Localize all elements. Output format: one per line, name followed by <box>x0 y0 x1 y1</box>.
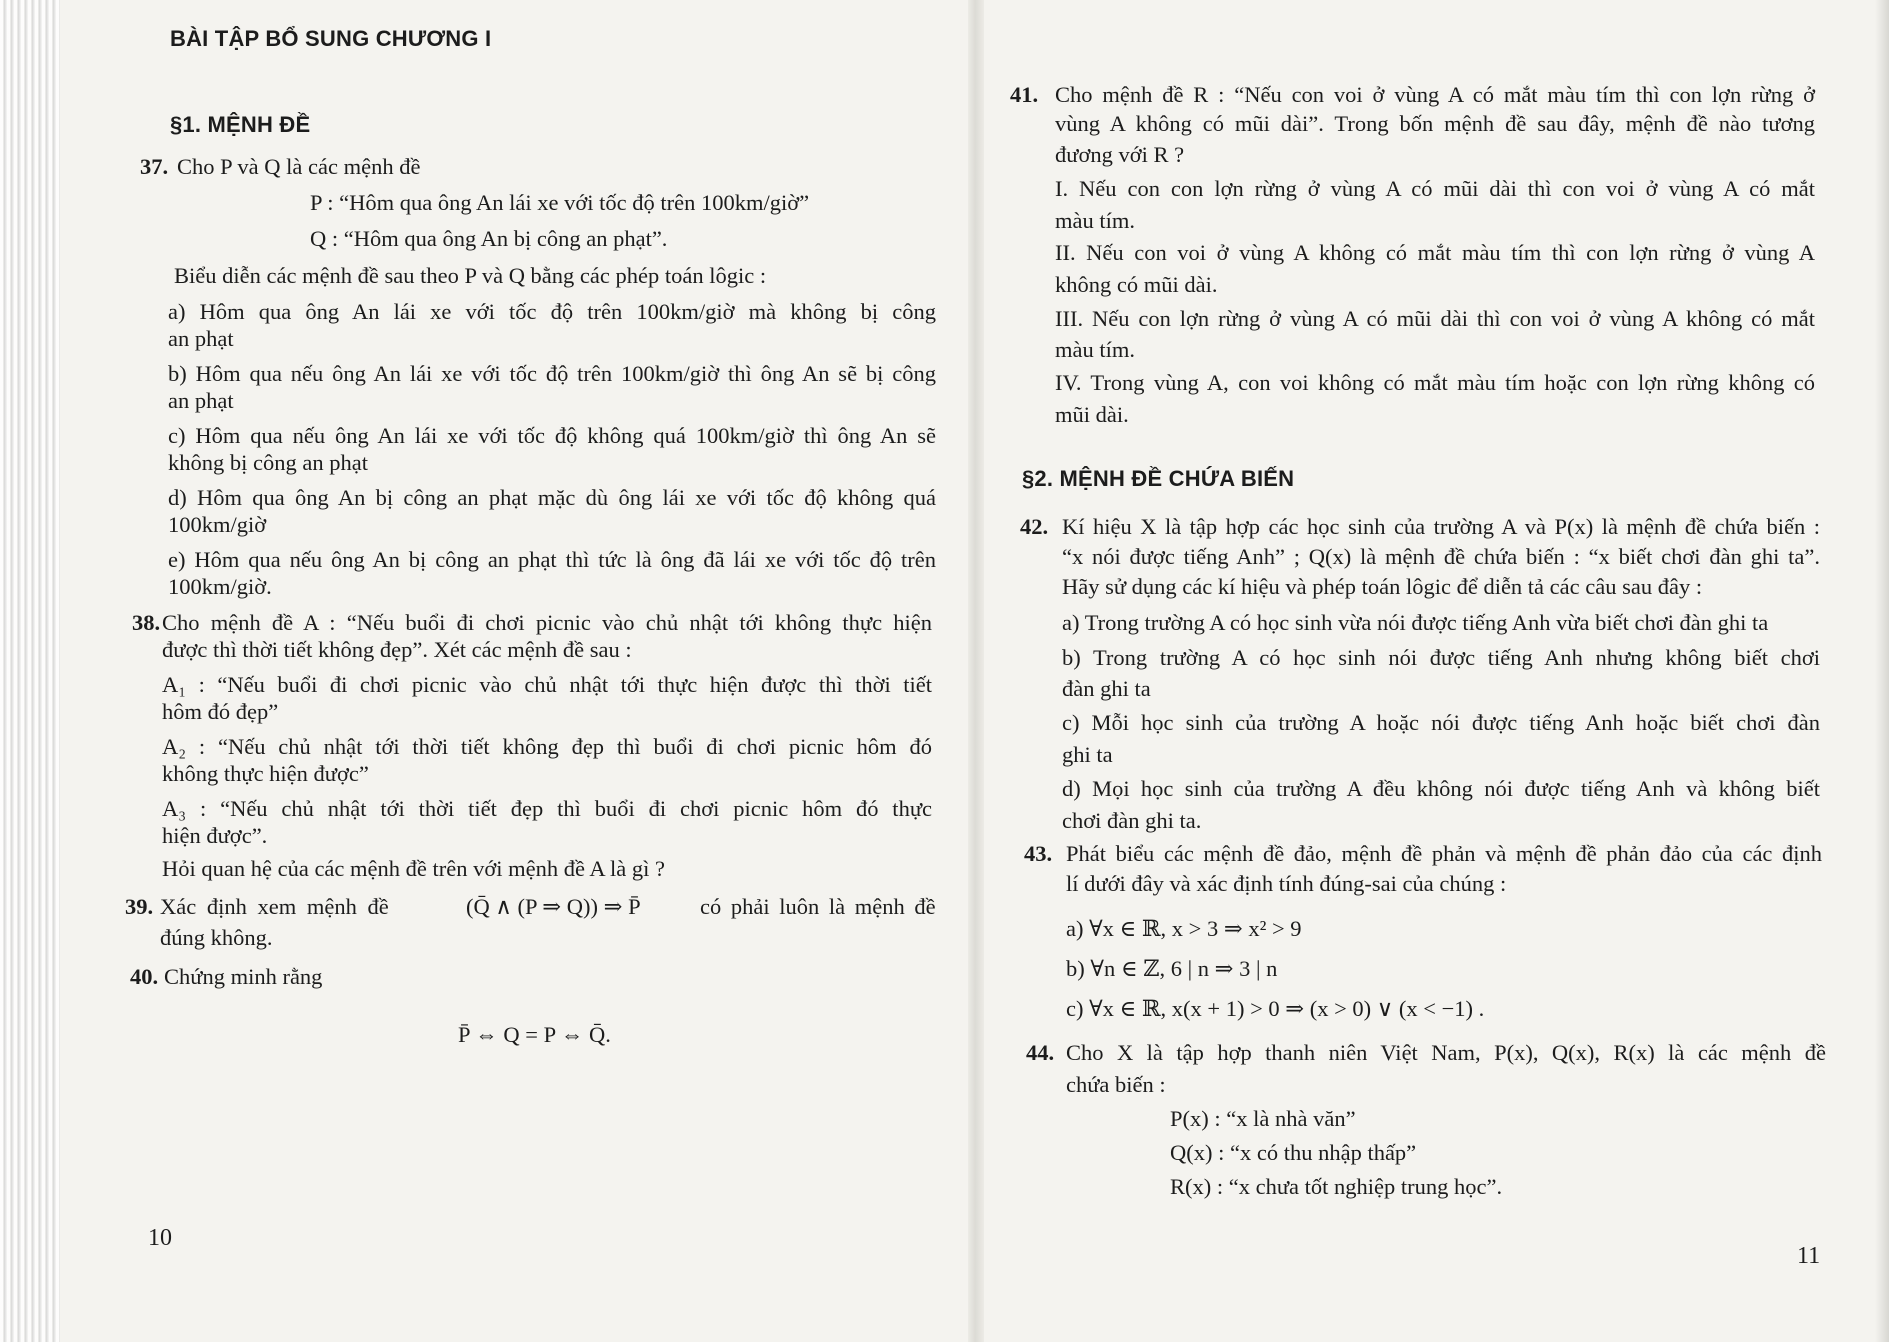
problem41-option-iv: IV. Trong vùng A, con voi không có mắt màu tím hoặc con lợn rừng không có <box>1055 370 1815 395</box>
problem41-option-iv-cont: mũi dài. <box>1055 402 1129 427</box>
problem-number: 40. <box>130 964 159 989</box>
problem44-line2: chứa biến : <box>1066 1072 1166 1097</box>
problem38-a1: A₁ : “Nếu buổi đi chơi picnic vào chủ nhật tới thực hiện được thì thời tiết <box>162 672 932 697</box>
book-spine <box>968 0 984 1342</box>
page-number: 11 <box>1797 1243 1821 1269</box>
problem37-intro: Cho P và Q là các mệnh đề <box>177 154 421 179</box>
problem37-p-definition: P : “Hôm qua ông An lái xe với tốc độ trên 100km/giờ” <box>310 190 810 215</box>
problem37-item-b-cont: an phạt <box>168 388 234 413</box>
problem43-line2: lí dưới đây và xác định tính đúng-sai của chúng : <box>1066 871 1507 896</box>
problem38-a3-cont: hiện được”. <box>162 823 268 848</box>
left-page-edge <box>0 0 60 1342</box>
section1-title: §1. MỆNH ĐỀ <box>170 112 311 137</box>
problem37-q-definition: Q : “Hôm qua ông An bị công an phạt”. <box>310 226 668 251</box>
problem38-line1: Cho mệnh đề A : “Nếu buổi đi chơi picnic vào chủ nhật tới không thực hiện <box>162 610 932 635</box>
right-page-edge <box>1875 0 1889 1342</box>
problem43-line1: Phát biểu các mệnh đề đảo, mệnh đề phản và mệnh đề phản đảo của các định <box>1066 841 1822 866</box>
problem37-item-c-cont: không bị công an phạt <box>168 450 368 475</box>
problem42-item-b: b) Trong trường A có học sinh nói được tiếng Anh nhưng không biết chơi <box>1062 645 1820 670</box>
problem41-line2: vùng A không có mũi dài”. Trong bốn mệnh đề sau đây, mệnh đề nào tương <box>1055 111 1815 136</box>
problem-number: 44. <box>1026 1040 1055 1065</box>
problem42-item-d-cont: chơi đàn ghi ta. <box>1062 808 1202 833</box>
section2-title: §2. MỆNH ĐỀ CHỨA BIẾN <box>1022 466 1295 491</box>
problem37-item-e: e) Hôm qua nếu ông An bị công an phạt thì tức là ông đã lái xe với tốc độ trên <box>168 547 936 572</box>
chapter-title: BÀI TẬP BỔ SUNG CHƯƠNG I <box>170 26 492 51</box>
problem41-option-iii: III. Nếu con lợn rừng ở vùng A có mũi dài thì con voi ở vùng A không có mắt <box>1055 306 1815 331</box>
problem41-option-i: I. Nếu con con lợn rừng ở vùng A có mũi dài thì con voi ở vùng A có mắt <box>1055 176 1815 201</box>
problem39-text-start: Xác định xem mệnh đề <box>160 894 389 919</box>
problem38-a3: A₃ : “Nếu chủ nhật tới thời tiết đẹp thì buổi đi chơi picnic hôm đó thực <box>162 796 932 821</box>
problem38-a2: A₂ : “Nếu chủ nhật tới thời tiết không đẹp thì buổi đi chơi picnic hôm đó <box>162 734 932 759</box>
problem37-item-a-cont: an phạt <box>168 326 234 351</box>
problem41-line1: Cho mệnh đề R : “Nếu con voi ở vùng A có mắt màu tím thì con lợn rừng ở <box>1055 82 1815 107</box>
problem41-option-ii-cont: không có mũi dài. <box>1055 272 1218 297</box>
problem43-item-b: b) ∀n ∈ ℤ, 6 | n ⇒ 3 | n <box>1066 956 1278 981</box>
problem-number: 42. <box>1020 514 1049 539</box>
problem37-item-d: d) Hôm qua ông An bị công an phạt mặc dù ông lái xe với tốc độ không quá <box>168 485 936 510</box>
problem39-formula: (Q̄ ∧ (P ⇒ Q)) ⇒ P̄ <box>466 894 641 919</box>
problem38-question: Hỏi quan hệ của các mệnh đề trên với mệnh đề A là gì ? <box>162 856 665 881</box>
problem41-line3: đương với R ? <box>1055 142 1185 167</box>
problem-number: 38. <box>132 610 161 635</box>
problem37-item-d-cont: 100km/giờ <box>168 512 267 537</box>
problem44-p-def: P(x) : “x là nhà văn” <box>1170 1106 1356 1131</box>
problem39-line2: đúng không. <box>160 925 273 950</box>
problem43-item-c: c) ∀x ∈ ℝ, x(x + 1) > 0 ⇒ (x > 0) ∨ (x < −1) . <box>1066 996 1485 1021</box>
problem42-line3: Hãy sử dụng các kí hiệu và phép toán lôgic để diễn tả các câu sau đây : <box>1062 574 1703 599</box>
problem37-item-c: c) Hôm qua nếu ông An lái xe với tốc độ không quá 100km/giờ thì ông An sẽ <box>168 423 936 448</box>
problem44-q-def: Q(x) : “x có thu nhập thấp” <box>1170 1140 1417 1165</box>
problem39-text-end: có phải luôn là mệnh đề <box>700 894 936 919</box>
page-number: 10 <box>148 1225 172 1251</box>
problem42-line1: Kí hiệu X là tập hợp các học sinh của trường A và P(x) là mệnh đề chứa biến : <box>1062 514 1820 539</box>
problem41-option-i-cont: màu tím. <box>1055 208 1135 233</box>
problem-number: 37. <box>140 154 169 179</box>
problem40-text: Chứng minh rằng <box>164 964 323 989</box>
problem42-item-d: d) Mọi học sinh của trường A đều không nói được tiếng Anh và không biết <box>1062 776 1820 801</box>
problem42-item-c-cont: ghi ta <box>1062 742 1113 767</box>
problem38-a2-cont: không thực hiện được” <box>162 761 369 786</box>
problem41-option-ii: II. Nếu con voi ở vùng A không có mắt màu tím thì con lợn rừng ở vùng A <box>1055 240 1815 265</box>
right-page <box>1010 0 1826 1342</box>
problem-number: 43. <box>1024 841 1053 866</box>
problem42-line2: “x nói được tiếng Anh” ; Q(x) là mệnh đề chứa biến : “x biết chơi đàn ghi ta”. <box>1062 544 1820 569</box>
problem38-a1-cont: hôm đó đẹp” <box>162 699 279 724</box>
problem-number: 41. <box>1010 82 1039 107</box>
problem37-item-e-cont: 100km/giờ. <box>168 574 272 599</box>
problem37-item-a: a) Hôm qua ông An lái xe với tốc độ trên 100km/giờ mà không bị công <box>168 299 936 324</box>
problem44-r-def: R(x) : “x chưa tốt nghiệp trung học”. <box>1170 1174 1503 1199</box>
problem37-instruction: Biểu diễn các mệnh đề sau theo P và Q bằng các phép toán lôgic : <box>174 263 767 288</box>
problem40-formula: P̄ ⇔ Q = P ⇔ Q̄. <box>458 1022 611 1047</box>
left-page <box>125 0 960 1342</box>
problem44-line1: Cho X là tập hợp thanh niên Việt Nam, P(x), Q(x), R(x) là các mệnh đề <box>1066 1040 1826 1065</box>
problem41-option-iii-cont: màu tím. <box>1055 337 1135 362</box>
problem37-item-b: b) Hôm qua nếu ông An lái xe với tốc độ trên 100km/giờ thì ông An sẽ bị công <box>168 361 936 386</box>
problem43-item-a: a) ∀x ∈ ℝ, x > 3 ⇒ x² > 9 <box>1066 916 1302 941</box>
problem42-item-c: c) Mỗi học sinh của trường A hoặc nói được tiếng Anh hoặc biết chơi đàn <box>1062 710 1820 735</box>
problem42-item-a: a) Trong trường A có học sinh vừa nói được tiếng Anh vừa biết chơi đàn ghi ta <box>1062 610 1769 635</box>
problem-number: 39. <box>125 894 154 919</box>
problem38-line2: được thì thời tiết không đẹp”. Xét các mệnh đề sau : <box>162 637 632 662</box>
problem42-item-b-cont: đàn ghi ta <box>1062 676 1151 701</box>
